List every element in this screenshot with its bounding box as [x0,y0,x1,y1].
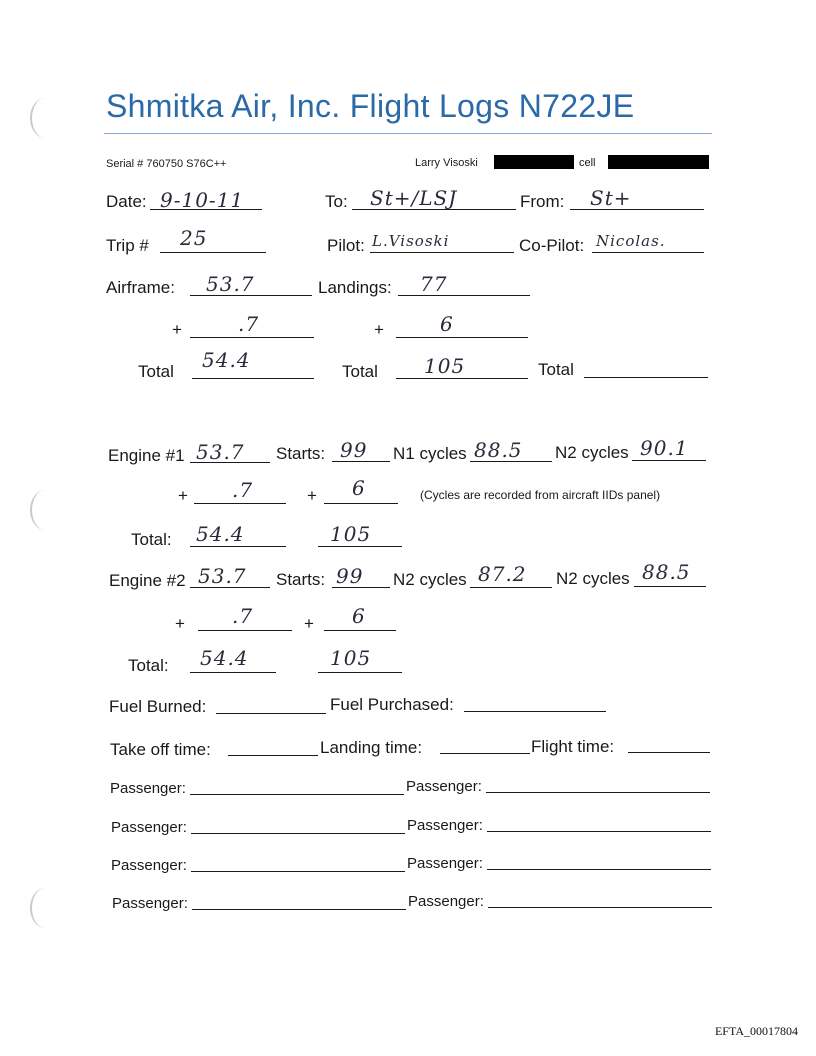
engine1-starts-add-value: 6 [352,476,366,500]
engine1-starts-plus: + [307,486,317,505]
landings-total-value: 105 [424,354,466,378]
passenger-label: Passenger: [406,778,482,795]
airframe-total-line [192,378,314,379]
landings-total-label: Total [342,362,378,381]
passenger-label: Passenger: [408,893,484,910]
passenger-label: Passenger: [112,895,188,912]
engine1-starts-total-value: 105 [330,522,372,546]
engine1-plus: + [178,486,188,505]
pilot-line [370,252,514,253]
contact-cell-label: cell [579,157,596,169]
passenger-line [190,794,404,795]
engine1-add-value: .7 [232,478,254,502]
from-value: St+ [590,186,632,210]
landings-label: Landings: [318,278,392,297]
copilot-value: Nicolas. [596,232,666,250]
engine2-total-value: 54.4 [200,646,249,670]
from-label: From: [520,192,565,211]
engine2-starts-label: Starts: [276,570,326,589]
serial-number: Serial # 760750 S76C++ [106,158,227,170]
engine2-total-label: Total: [128,656,169,675]
engine2-plus: + [175,614,185,633]
engine2-starts-total-line [318,672,402,673]
landings-value: 77 [420,272,448,296]
trip-label: Trip # [106,236,149,255]
copilot-line [592,252,704,253]
passenger-line [486,792,710,793]
document-id: EFTA_00017804 [714,1024,798,1038]
passenger-label: Passenger: [407,855,483,872]
to-value: St+/LSJ [370,186,458,210]
flight-time-line [628,752,710,753]
engine2-n2a-label: N2 cycles [393,570,467,589]
redaction-bar-2 [608,155,709,169]
airframe-total-value: 54.4 [202,348,251,372]
date-label: Date: [106,192,147,211]
pilot-value: L.Visoski [372,232,450,250]
trip-value: 25 [180,226,208,250]
airframe-add-line [190,337,314,338]
engine2-n2a-line [470,587,552,588]
passenger-line [487,869,711,870]
fuel-purchased-line [464,711,606,712]
fuel-burned-line [216,713,326,714]
binder-hole-bottom [30,888,60,928]
landings-plus: + [374,320,384,339]
engine2-n2b-label: N2 cycles [556,569,630,588]
takeoff-time-line [228,755,318,756]
engine1-starts-add-line [324,503,398,504]
engine1-n1-label: N1 cycles [393,444,467,463]
third-total-line [584,377,708,378]
passenger-line [487,831,711,832]
engine2-total-line [190,672,276,673]
pilot-label: Pilot: [327,236,365,255]
engine2-label: Engine #2 [109,571,186,590]
redaction-bar-1 [494,155,574,169]
passenger-label: Passenger: [111,857,187,874]
engine2-add-value: .7 [232,604,254,628]
engine1-n1-value: 88.5 [474,438,523,462]
passenger-label: Passenger: [111,819,187,836]
takeoff-time-label: Take off time: [110,740,211,759]
landings-add-line [396,337,528,338]
engine2-starts-add-line [324,630,396,631]
engine1-total-value: 54.4 [196,522,245,546]
landing-time-line [440,753,530,754]
airframe-value: 53.7 [206,272,255,296]
landings-line [398,295,530,296]
engine2-add-line [198,630,292,631]
engine1-value: 53.7 [196,440,245,464]
passenger-line [488,907,712,908]
engine1-starts-total-line [318,546,402,547]
copilot-label: Co-Pilot: [519,236,585,255]
engine1-label: Engine #1 [108,446,185,465]
engine2-value: 53.7 [198,564,247,588]
engine1-starts-value: 99 [340,438,368,462]
title-rule [104,133,712,134]
landings-add-value: 6 [440,312,454,336]
fuel-burned-label: Fuel Burned: [109,697,207,716]
passenger-label: Passenger: [110,780,186,797]
engine1-total-label: Total: [131,530,172,549]
passenger-label: Passenger: [407,817,483,834]
flight-time-label: Flight time: [531,737,615,756]
airframe-add-value: .7 [238,312,260,336]
page-title: Shmitka Air, Inc. Flight Logs N722JE [106,88,635,124]
engine2-starts-add-value: 6 [352,604,366,628]
fuel-purchased-label: Fuel Purchased: [330,695,454,714]
trip-line [160,252,266,253]
engine1-n2-line [632,460,706,461]
binder-hole-top [30,98,60,138]
engine1-starts-label: Starts: [276,444,326,463]
engine1-total-line [190,546,286,547]
passenger-line [191,833,405,834]
engine1-add-line [194,503,286,504]
date-value: 9-10-11 [160,188,245,212]
airframe-total-label: Total [138,362,174,381]
passenger-line [192,909,406,910]
engine1-n2-label: N2 cycles [555,443,629,462]
airframe-label: Airframe: [106,278,175,297]
engine1-n2-value: 90.1 [640,436,689,460]
contact-name: Larry Visoski [415,157,478,169]
engine2-n2b-value: 88.5 [642,560,691,584]
engine2-starts-plus: + [304,614,314,633]
third-total-label: Total [538,360,574,379]
airframe-plus: + [172,320,182,339]
engine2-n2b-line [634,586,706,587]
cycles-note: (Cycles are recorded from aircraft IIDs panel) [420,488,661,502]
engine2-starts-value: 99 [336,564,364,588]
binder-hole-middle [30,490,60,530]
engine2-starts-total-value: 105 [330,646,372,670]
engine2-n2a-value: 87.2 [478,562,527,586]
landing-time-label: Landing time: [320,738,423,757]
landings-total-line [396,378,528,379]
to-label: To: [325,192,348,211]
passenger-line [191,871,405,872]
